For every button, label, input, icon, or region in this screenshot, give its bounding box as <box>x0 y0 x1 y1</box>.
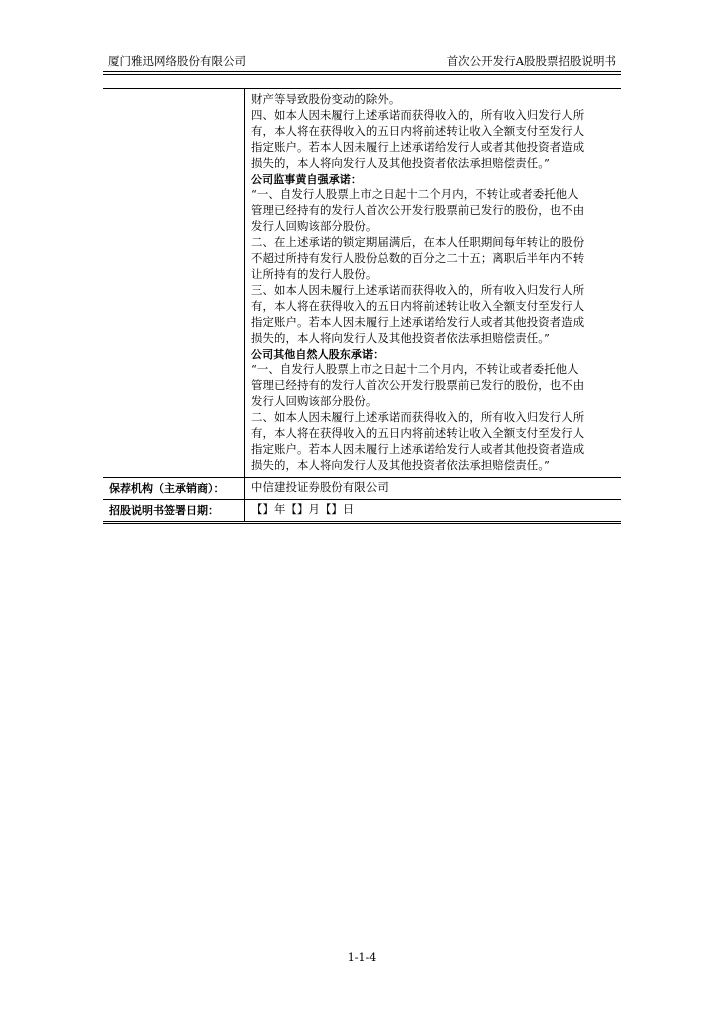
supervisor-commitment-lines <box>251 187 615 346</box>
text-line: 指定账户。若本人因未履行上述承诺给发行人或者其他投资者造成 <box>251 441 585 456</box>
text-line: 四、如本人因未履行上述承诺而获得收入的，所有收入归发行人所 <box>251 107 585 122</box>
text-line: 发行人回购该部分股份。 <box>251 394 378 409</box>
text-line: 有，本人将在获得收入的五日内将前述转让收入全额支付至发行人 <box>251 123 585 138</box>
text-line: 损失的，本人将向发行人及其他投资者依法承担赔偿责任。” <box>251 457 550 472</box>
text-line: 不超过所持有发行人股份总数的百分之二十五；离职后半年内不转 <box>251 251 585 266</box>
text-line: 三、如本人因未履行上述承诺而获得收入的，所有收入归发行人所 <box>251 282 585 297</box>
text-line: 发行人回购该部分股份。 <box>251 219 378 234</box>
text-line: “一、自发行人股票上市之日起十二个月内，不转让或者委托他人 <box>251 187 579 202</box>
header-rule <box>103 71 621 75</box>
text-line: “一、自发行人股票上市之日起十二个月内，不转让或者委托他人 <box>251 362 579 377</box>
header-company-name: 厦门雅迅网络股份有限公司 <box>108 54 246 68</box>
sign-date-value: 【】年【】月【】日 <box>251 502 355 517</box>
text-line: 让所持有的发行人股份。 <box>251 266 378 281</box>
sponsor-value: 中信建投证券股份有限公司 <box>251 480 389 495</box>
other-shareholders-lines <box>251 362 615 473</box>
sponsor-row <box>103 478 621 500</box>
sponsor-label: 保荐机构（主承销商）： <box>103 478 245 499</box>
info-table <box>103 88 621 524</box>
text-line: 指定账户。若本人因未履行上述承诺给发行人或者其他投资者造成 <box>251 139 585 154</box>
text-line: 管理已经持有的发行人首次公开发行股票前已发行的股份，也不由 <box>251 203 585 218</box>
text-line: 二、如本人因未履行上述承诺而获得收入的，所有收入归发行人所 <box>251 410 585 425</box>
intro-lines <box>251 92 615 172</box>
text-line: 损失的，本人将向发行人及其他投资者依法承担赔偿责任。” <box>251 155 550 170</box>
text-line: 指定账户。若本人因未履行上述承诺给发行人或者其他投资者造成 <box>251 314 585 329</box>
supervisor-commitment-heading: 公司监事黄自强承诺： <box>251 172 362 186</box>
sign-date-row <box>103 500 621 524</box>
page-header <box>103 52 621 70</box>
text-line: 管理已经持有的发行人首次公开发行股票前已发行的股份，也不由 <box>251 378 585 393</box>
text-line: 财产等导致股份变动的除外。 <box>251 92 401 106</box>
commitments-label-cell <box>103 89 245 477</box>
sign-date-label: 招股说明书签署日期： <box>103 500 245 521</box>
header-document-title: 首次公开发行A股股票招股说明书 <box>446 54 616 68</box>
text-line: 损失的，本人将向发行人及其他投资者依法承担赔偿责任。” <box>251 330 550 345</box>
page-number: 1-1-4 <box>347 951 377 964</box>
other-shareholders-heading: 公司其他自然人股东承诺： <box>251 347 385 361</box>
commitments-row <box>103 89 621 478</box>
commitments-content <box>245 89 621 477</box>
text-line: 有，本人将在获得收入的五日内将前述转让收入全额支付至发行人 <box>251 426 585 441</box>
text-line: 二、在上述承诺的锁定期届满后，在本人任职期间每年转让的股份 <box>251 235 585 250</box>
text-line: 有，本人将在获得收入的五日内将前述转让收入全额支付至发行人 <box>251 298 585 313</box>
